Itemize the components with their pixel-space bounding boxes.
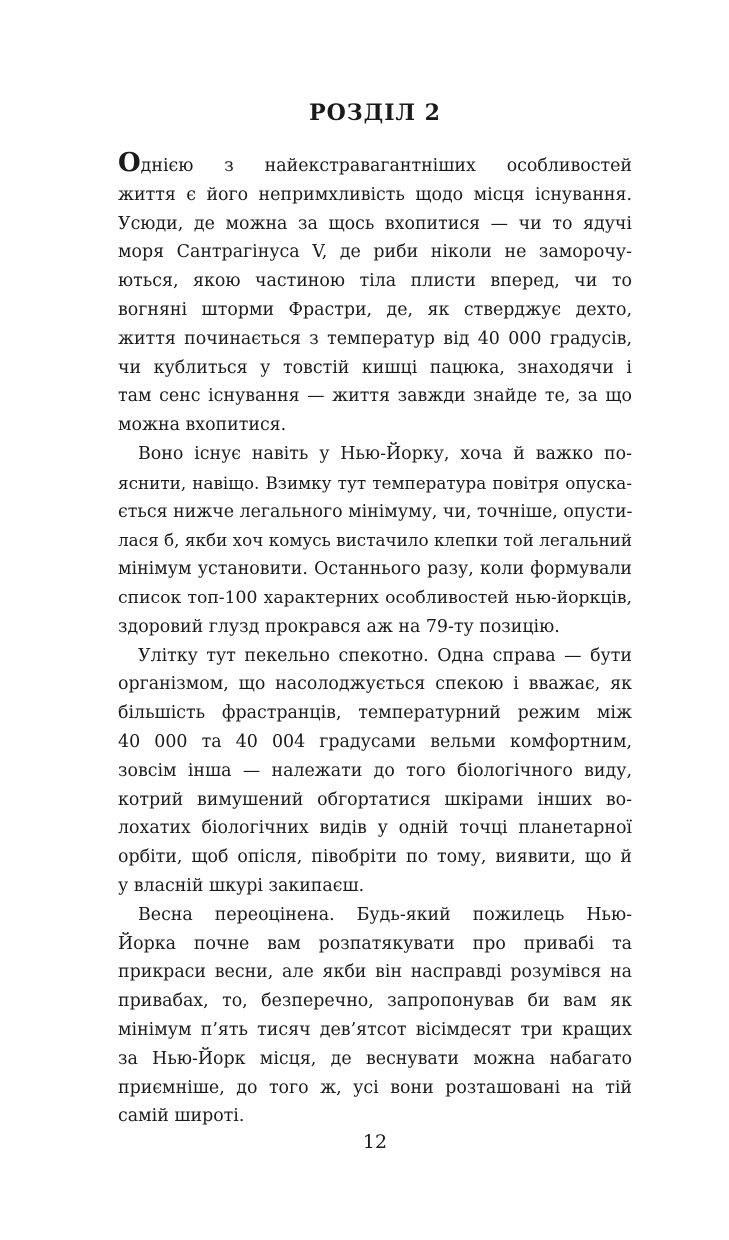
paragraph-line: приємніше, до того ж, усі вони розташовані на тій [118,1077,632,1098]
paragraph-line [118,148,632,181]
paragraph-3 [118,642,632,901]
paragraph-line: вогняні шторми Фрастри, де, як стверджує дехто, [118,299,632,320]
paragraph-line: яснити, навіщо. Взимку тут температура повітря опуска- [118,472,632,493]
book-page [118,0,632,1240]
paragraph-line: ється нижче легального мінімуму, чи, точніше, опусти- [118,501,633,522]
paragraph-line: там сенс існування — життя завжди знайде те, за що [118,386,632,407]
line-text: Улітку тут пекельно спекотно. Одна справа — бути [138,645,632,666]
chapter-title: РОЗДІЛ 2 [309,100,441,126]
paragraph-line: ються, якою частиною тіла плисти вперед, чи то [118,271,632,292]
line-text: Воно існує навіть у Нью-Йорку, хоча й важко по- [138,443,632,464]
paragraph-line: мінімум установити. Останнього разу, коли формували [118,559,632,580]
paragraph-line: самій широті. [118,1106,245,1127]
drop-letter: О [118,148,141,178]
paragraph-line: Йорка почне вам розпатякувати про привабі та [118,933,632,954]
paragraph-line: зовсім інша — належати до того біологічного виду, [118,760,632,781]
page-number: 12 [362,1131,388,1153]
body-text [118,148,633,1131]
paragraph-line: у власній шкурі закипаєш. [118,875,365,896]
paragraph-4 [118,901,632,1131]
paragraph-line: життя починається з температур від 40 000 градусів, [118,328,632,349]
paragraph-line: прикраси весни, але якби він насправді розумівся на [118,962,632,983]
paragraph-line [118,642,632,671]
paragraph-line: можна вхопитися. [118,415,287,436]
paragraph-line: лася б, якби хоч комусь вистачило клепки той легальний [118,530,632,551]
paragraph-line: більшість фрастранців, температурний режим між [118,703,632,724]
paragraph-line: за Нью-Йорк місця, де веснувати можна набагато [118,1048,632,1069]
paragraph-1 [118,148,632,440]
paragraph-line: Усюди, де можна за щось вхопитися — чи то ядучі [118,213,632,234]
paragraph-line: мінімум п’ять тисяч дев’ятсот вісімдесят три кращих [118,1019,632,1040]
paragraph-line [118,901,632,930]
paragraph-line: життя є його непримхливість щодо місця існування. [118,184,632,205]
paragraph-line: організмом, що насолоджується спекою і вважає, як [118,674,632,695]
paragraph-2 [118,440,632,642]
paragraph-line: лохатих біологічних видів у одній точці планетарної [118,818,632,839]
line-text: днією з найекстравагантніших особливостей [140,156,632,176]
paragraph-line [118,440,632,469]
paragraph-line: 40 000 та 40 004 градусами вельми комфортним, [118,731,632,752]
paragraph-line: моря Сантрагінуса V, де риби ніколи не заморочу- [118,242,632,263]
paragraph-line: орбіти, щоб опісля, півобріти по тому, виявити, що й [118,847,632,868]
paragraph-line: привабах, то, безперечно, запропонував би вам як [118,991,632,1012]
line-text: Весна переоцінена. Будь-який пожилець Нью- [138,904,632,925]
paragraph-line: здоровий глузд прокрався аж на 79-ту позицію. [118,616,560,637]
paragraph-line: чи кублиться у товстій кишці пацюка, знаходячи і [118,357,632,378]
paragraph-line: котрий вимушений обгортатися шкірами інших во- [118,789,632,810]
paragraph-line: список топ-100 характерних особливостей нью-йоркців, [118,587,632,608]
